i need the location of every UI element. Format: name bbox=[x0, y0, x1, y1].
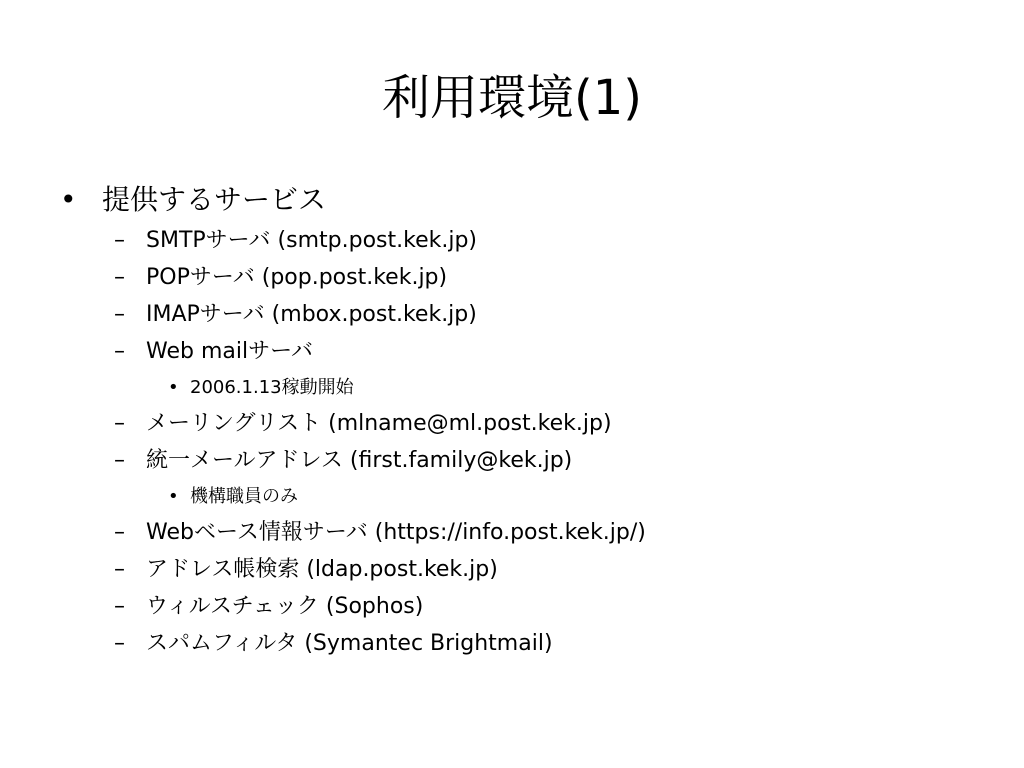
list-item-text: POPサーバ (pop.post.kek.jp) bbox=[146, 265, 448, 290]
list-item-text: アドレス帳検索 (ldap.post.kek.jp) bbox=[146, 557, 498, 582]
bullet-marker: • bbox=[168, 486, 179, 507]
bullet-list bbox=[60, 178, 990, 662]
list-item-mailing-list bbox=[60, 405, 990, 442]
list-item-address-book bbox=[60, 551, 990, 588]
list-item-webmail bbox=[60, 333, 990, 370]
dash-marker: – bbox=[114, 302, 125, 327]
slide-title: 利用環境(1) bbox=[382, 70, 642, 126]
bullet-marker: • bbox=[168, 377, 179, 398]
dash-marker: – bbox=[114, 557, 125, 582]
list-item-imap bbox=[60, 296, 990, 333]
list-item-virus-check bbox=[60, 588, 990, 625]
dash-marker: – bbox=[114, 520, 125, 545]
dash-marker: – bbox=[114, 228, 125, 253]
list-item-text: 2006.1.13稼動開始 bbox=[190, 377, 354, 398]
list-item-spam-filter bbox=[60, 625, 990, 662]
list-item-text: IMAPサーバ (mbox.post.kek.jp) bbox=[146, 302, 477, 327]
list-item-text: SMTPサーバ (smtp.post.kek.jp) bbox=[146, 228, 477, 253]
list-item-staff-only bbox=[60, 479, 990, 514]
list-item-text: 統一メールアドレス (first.family@kek.jp) bbox=[146, 448, 573, 473]
dash-marker: – bbox=[114, 448, 125, 473]
list-item-text: 提供するサービス bbox=[102, 183, 327, 216]
list-item-info-server bbox=[60, 514, 990, 551]
list-item-services bbox=[60, 178, 990, 222]
list-item-text: スパムフィルタ (Symantec Brightmail) bbox=[146, 631, 553, 656]
dash-marker: – bbox=[114, 594, 125, 619]
list-item-webmail-start bbox=[60, 370, 990, 405]
dash-marker: – bbox=[114, 339, 125, 364]
list-item-text: ウィルスチェック (Sophos) bbox=[146, 594, 424, 619]
list-item-smtp bbox=[60, 222, 990, 259]
list-item-text: メーリングリスト (mlname@ml.post.kek.jp) bbox=[146, 411, 612, 436]
dash-marker: – bbox=[114, 411, 125, 436]
list-item-text: Webベース情報サーバ (https://info.post.kek.jp/) bbox=[146, 520, 646, 545]
list-item-pop bbox=[60, 259, 990, 296]
dash-marker: – bbox=[114, 631, 125, 656]
list-item-text: 機構職員のみ bbox=[190, 486, 298, 507]
list-item-text: Web mailサーバ bbox=[146, 339, 313, 364]
dash-marker: – bbox=[114, 265, 125, 290]
bullet-marker: • bbox=[60, 183, 77, 216]
list-item-unified-address bbox=[60, 442, 990, 479]
